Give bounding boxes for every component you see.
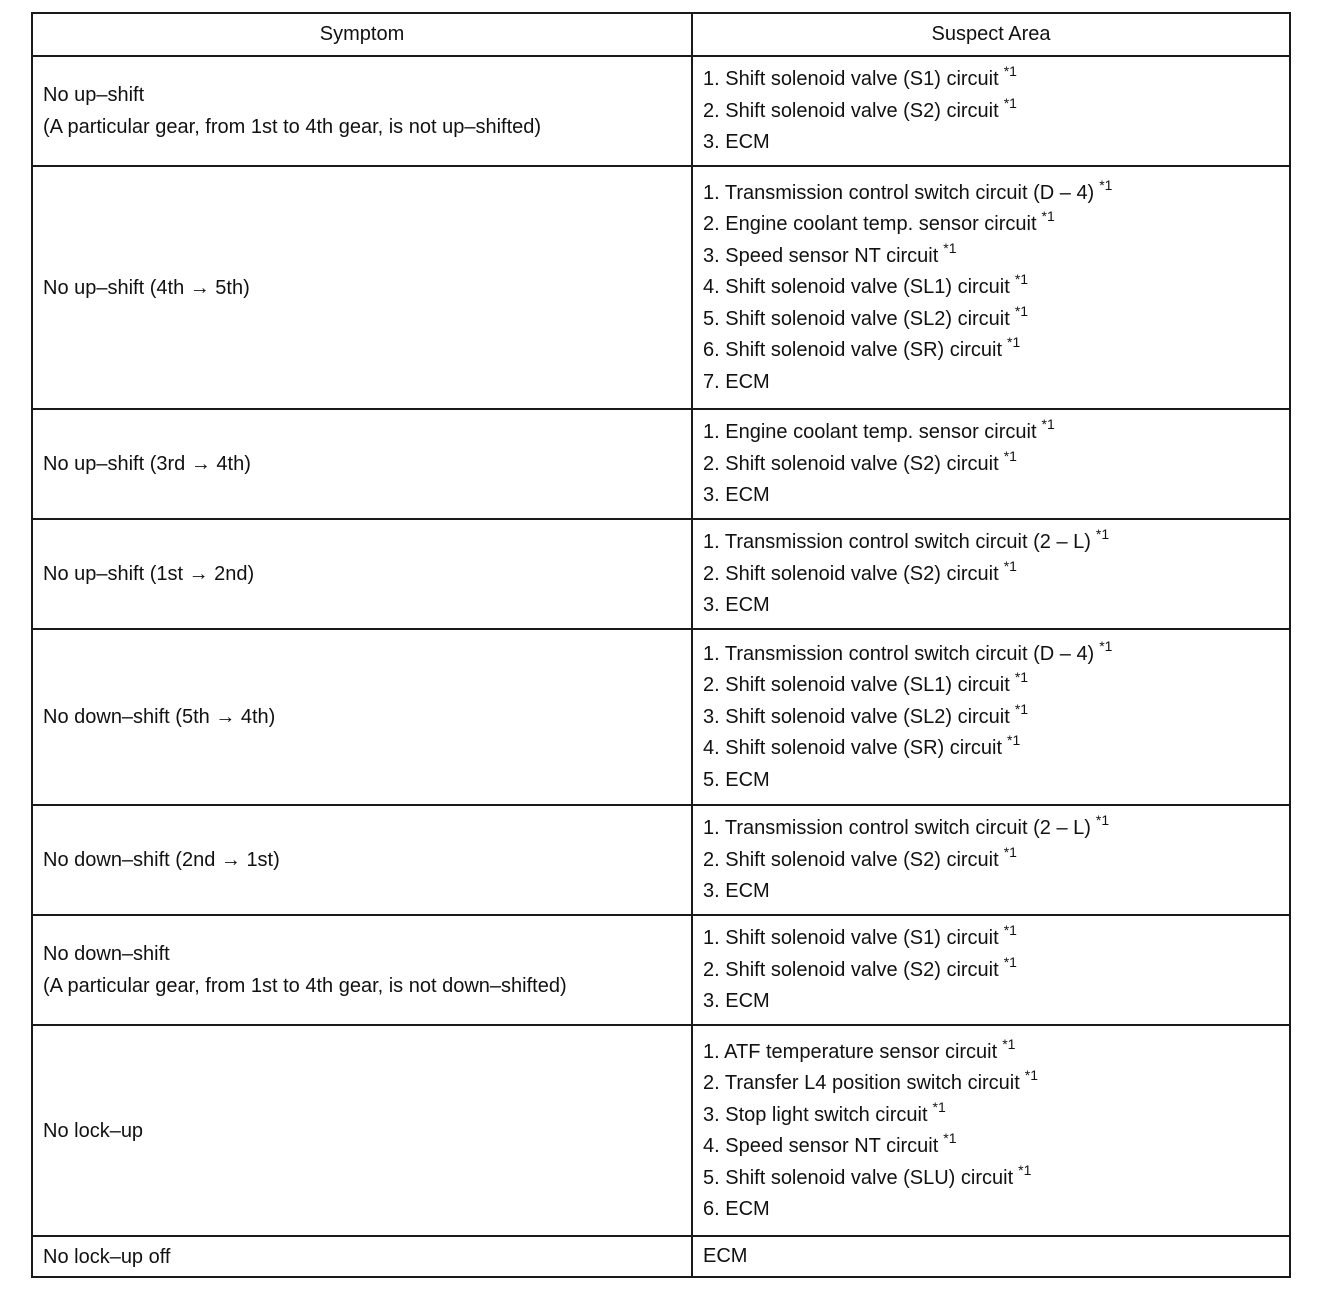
footnote-marker: *1 xyxy=(943,239,957,256)
suspect-item-text: 1. Transmission control switch circuit (2 – L) xyxy=(703,531,1091,554)
footnote-marker: *1 xyxy=(1003,63,1017,80)
suspect-item xyxy=(703,96,1279,128)
suspect-item-text: 3. Speed sensor NT circuit xyxy=(703,244,939,267)
symptom-text: No lock–up xyxy=(43,1119,144,1142)
suspect-area-cell xyxy=(692,56,1290,166)
footnote-marker: *1 xyxy=(1041,208,1055,225)
symptom-text: (A particular gear, from 1st to 4th gear, is not down–shifted) xyxy=(43,975,567,997)
footnote-marker: *1 xyxy=(1002,1035,1016,1052)
suspect-item-text: 1. ATF temperature sensor circuit xyxy=(703,1040,998,1063)
symptom-text: No down–shift (2nd → 1st) xyxy=(43,849,280,871)
symptom-text: No up–shift (3rd → 4th) xyxy=(43,453,251,475)
suspect-item-text: 5. ECM xyxy=(703,768,770,791)
header-suspect-area: Suspect Area xyxy=(692,13,1290,56)
suspect-item xyxy=(703,178,1279,210)
footnote-marker: *1 xyxy=(1003,922,1017,939)
suspect-item xyxy=(703,559,1279,591)
suspect-area-cell xyxy=(692,409,1290,519)
footnote-marker: *1 xyxy=(1014,669,1029,686)
suspect-item xyxy=(703,986,1279,1017)
suspect-item-text: ECM xyxy=(703,1245,748,1268)
table-row xyxy=(32,519,1290,629)
symptom-text: (A particular gear, from 1st to 4th gear, is not up–shifted) xyxy=(43,116,542,138)
suspect-item xyxy=(703,64,1279,96)
suspect-item-text: 2. Shift solenoid valve (S2) circuit xyxy=(703,848,999,871)
header-symptom: Symptom xyxy=(32,13,692,56)
suspect-item xyxy=(703,449,1279,481)
table-row xyxy=(32,805,1290,915)
suspect-item xyxy=(703,417,1279,449)
suspect-item-text: 4. Shift solenoid valve (SL1) circuit xyxy=(703,276,1010,299)
suspect-item-text: 3. ECM xyxy=(703,990,770,1013)
suspect-item xyxy=(703,1037,1279,1069)
suspect-item-text: 1. Transmission control switch circuit (D – 4) xyxy=(703,642,1095,665)
suspect-area-cell xyxy=(692,1025,1290,1236)
suspect-item-text: 2. Transfer L4 position switch circuit xyxy=(703,1072,1020,1094)
footnote-marker: *1 xyxy=(932,1098,946,1115)
suspect-item xyxy=(703,876,1279,907)
suspect-item xyxy=(703,702,1279,734)
suspect-area-cell xyxy=(692,915,1290,1025)
footnote-marker: *1 xyxy=(1024,1067,1039,1083)
suspect-item-text: 3. Shift solenoid valve (SL2) circuit xyxy=(703,705,1010,728)
suspect-item-text: 7. ECM xyxy=(703,370,770,393)
footnote-marker: *1 xyxy=(1007,732,1021,749)
symptom-cell xyxy=(32,629,692,805)
suspect-item-text: 4. Speed sensor NT circuit xyxy=(703,1135,939,1157)
suspect-item xyxy=(703,527,1279,559)
suspect-item-text: 2. Shift solenoid valve (S2) circuit xyxy=(703,562,999,585)
suspect-item xyxy=(703,209,1279,241)
suspect-item xyxy=(703,1131,1279,1163)
symptom-cell xyxy=(32,1025,692,1236)
suspect-area-cell xyxy=(692,805,1290,915)
suspect-item xyxy=(703,765,1279,796)
suspect-item xyxy=(703,1100,1279,1132)
suspect-item xyxy=(703,367,1279,398)
suspect-item-text: 4. Shift solenoid valve (SR) circuit xyxy=(703,737,1003,760)
suspect-item-text: 6. Shift solenoid valve (SR) circuit xyxy=(703,339,1003,362)
suspect-item-text: 2. Shift solenoid valve (SL1) circuit xyxy=(703,674,1010,697)
suspect-item xyxy=(703,670,1279,702)
symptom-text: No up–shift (1st → 2nd) xyxy=(43,563,255,585)
table-row xyxy=(32,1236,1290,1277)
footnote-marker: *1 xyxy=(1003,843,1017,860)
symptom-text: No down–shift xyxy=(43,943,170,965)
footnote-marker: *1 xyxy=(943,1130,957,1146)
footnote-marker: *1 xyxy=(1099,176,1113,193)
footnote-marker: *1 xyxy=(1014,700,1029,717)
suspect-item-text: 3. ECM xyxy=(703,131,770,154)
suspect-item xyxy=(703,127,1279,158)
footnote-marker: *1 xyxy=(1014,302,1029,319)
footnote-marker: *1 xyxy=(1003,94,1017,111)
table-row xyxy=(32,1025,1290,1236)
footnote-marker: *1 xyxy=(1018,1161,1032,1178)
suspect-item xyxy=(703,923,1279,955)
suspect-item-text: 2. Shift solenoid valve (S2) circuit xyxy=(703,452,999,475)
suspect-item xyxy=(703,590,1279,621)
suspect-item-text: 2. Shift solenoid valve (S2) circuit xyxy=(703,99,999,122)
table-row xyxy=(32,56,1290,166)
suspect-item-text: 3. Stop light switch circuit xyxy=(703,1103,928,1126)
suspect-item xyxy=(703,845,1279,877)
suspect-item xyxy=(703,733,1279,765)
table-body xyxy=(32,56,1290,1277)
suspect-item-text: 3. ECM xyxy=(703,880,770,903)
footnote-marker: *1 xyxy=(1041,416,1055,433)
header-row xyxy=(32,13,1290,56)
symptom-cell xyxy=(32,1236,692,1277)
suspect-item-text: 1. Engine coolant temp. sensor circuit xyxy=(703,421,1037,444)
footnote-marker: *1 xyxy=(1095,812,1110,829)
symptom-cell xyxy=(32,166,692,409)
suspect-item-text: 3. ECM xyxy=(703,594,770,617)
footnote-marker: *1 xyxy=(1003,953,1017,970)
suspect-item xyxy=(703,1194,1279,1225)
footnote-marker: *1 xyxy=(1007,334,1021,351)
suspect-item xyxy=(703,304,1279,336)
footnote-marker: *1 xyxy=(1099,637,1113,654)
suspect-item-text: 2. Engine coolant temp. sensor circuit xyxy=(703,213,1037,236)
suspect-item xyxy=(703,480,1279,511)
suspect-item-text: 6. ECM xyxy=(703,1198,770,1220)
suspect-item xyxy=(703,955,1279,987)
symptom-cell xyxy=(32,805,692,915)
symptom-text: No lock–up off xyxy=(43,1245,171,1268)
suspect-item-text: 1. Transmission control switch circuit (2 – L) xyxy=(703,817,1091,840)
suspect-item-text: 2. Shift solenoid valve (S2) circuit xyxy=(703,958,999,981)
suspect-item xyxy=(703,272,1279,304)
symptom-text: No up–shift (4th → 5th) xyxy=(43,276,250,299)
suspect-area-cell xyxy=(692,629,1290,805)
footnote-marker: *1 xyxy=(1003,557,1017,574)
symptom-cell xyxy=(32,519,692,629)
suspect-area-cell xyxy=(692,166,1290,409)
suspect-item xyxy=(703,813,1279,845)
suspect-item-text: 5. Shift solenoid valve (SLU) circuit xyxy=(703,1166,1014,1189)
suspect-area-cell xyxy=(692,1236,1290,1277)
footnote-marker: *1 xyxy=(1095,526,1110,543)
table-row xyxy=(32,915,1290,1025)
symptom-cell xyxy=(32,409,692,519)
symptom-text: No down–shift (5th → 4th) xyxy=(43,706,276,728)
table-row xyxy=(32,409,1290,519)
suspect-item xyxy=(703,1068,1279,1100)
footnote-marker: *1 xyxy=(1003,447,1017,464)
symptom-cell xyxy=(32,915,692,1025)
suspect-item-text: 3. ECM xyxy=(703,484,770,507)
suspect-item xyxy=(703,1241,1279,1272)
suspect-item-text: 1. Shift solenoid valve (S1) circuit xyxy=(703,68,999,91)
symptom-cell xyxy=(32,56,692,166)
suspect-item xyxy=(703,1163,1279,1195)
suspect-item xyxy=(703,241,1279,273)
table-row xyxy=(32,629,1290,805)
suspect-item xyxy=(703,639,1279,671)
footnote-marker: *1 xyxy=(1014,271,1029,288)
table-row xyxy=(32,166,1290,409)
suspect-area-cell xyxy=(692,519,1290,629)
troubleshooting-table xyxy=(31,12,1291,1278)
symptom-text: No up–shift xyxy=(43,84,145,106)
suspect-item-text: 5. Shift solenoid valve (SL2) circuit xyxy=(703,307,1010,330)
suspect-item-text: 1. Shift solenoid valve (S1) circuit xyxy=(703,927,999,950)
suspect-item xyxy=(703,335,1279,367)
suspect-item-text: 1. Transmission control switch circuit (D – 4) xyxy=(703,181,1095,204)
